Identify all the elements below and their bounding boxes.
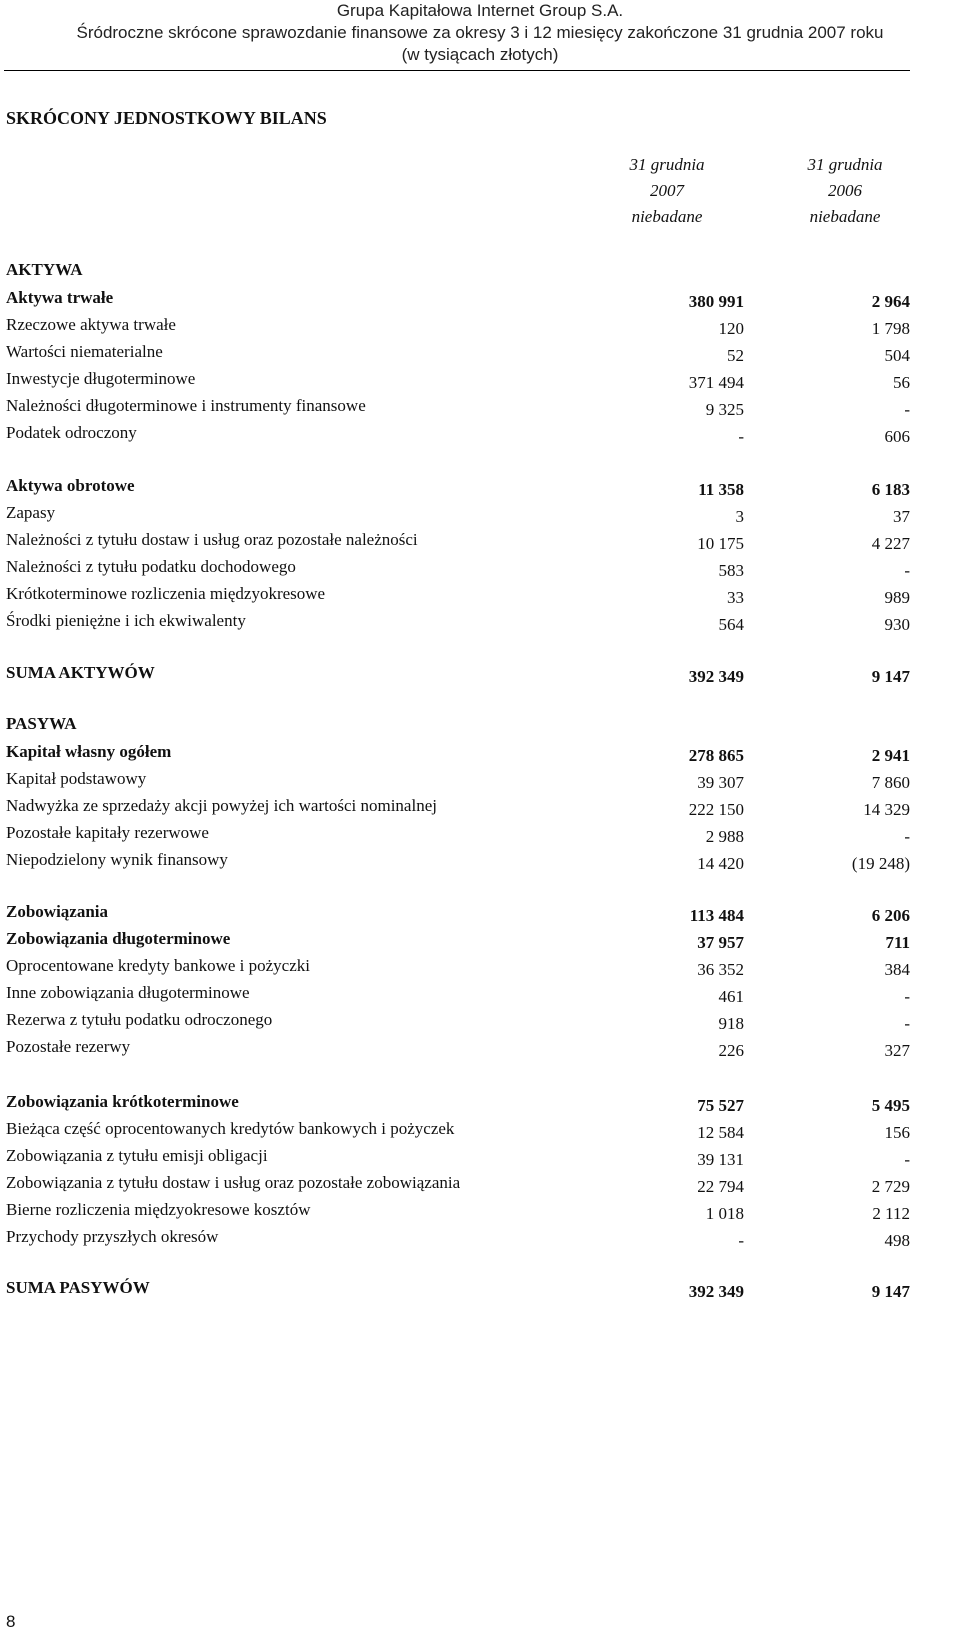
- value-2007: 3: [735, 507, 744, 526]
- row-label: Zobowiązania długoterminowe: [6, 929, 231, 948]
- row-label: Niepodzielony wynik finansowy: [6, 850, 228, 869]
- row-label: Środki pieniężne i ich ekwiwalenty: [6, 611, 246, 630]
- value-2007: 392 349: [688, 1282, 744, 1301]
- value-2007: 222 150: [688, 800, 744, 819]
- row-label: Pozostałe kapitały rezerwowe: [6, 823, 209, 842]
- value-2006: 6 206: [871, 906, 910, 925]
- row-label: Należności z tytułu podatku dochodowego: [6, 557, 296, 576]
- value-2006: 711: [885, 933, 910, 952]
- row-label: Należności długoterminowe i instrumenty finansowe: [6, 396, 366, 415]
- value-2007: 33: [727, 588, 744, 607]
- value-2007: 918: [718, 1014, 744, 1033]
- value-2007: 583: [718, 561, 744, 580]
- value-2007: 2 988: [705, 827, 744, 846]
- row-label: SUMA AKTYWÓW: [6, 663, 155, 682]
- value-2006: 5 495: [871, 1096, 910, 1115]
- value-2007: 461: [718, 987, 744, 1006]
- value-2006: 504: [884, 346, 910, 365]
- row-label: Zobowiązania z tytułu dostaw i usług oraz pozostałe zobowiązania: [6, 1173, 461, 1192]
- column-header-date: 31 grudnia: [629, 155, 705, 174]
- row-label: Przychody przyszłych okresów: [6, 1227, 219, 1246]
- value-2007: -: [738, 1231, 744, 1250]
- value-2006: 7 860: [871, 773, 910, 792]
- column-header-year: 2007: [650, 181, 684, 200]
- value-2006: 56: [893, 373, 910, 392]
- header-report: Śródroczne skrócone sprawozdanie finansowe za okresy 3 i 12 miesięcy zakończone 31 grudnia 2007 roku: [76, 23, 884, 42]
- value-2006: -: [904, 827, 910, 846]
- value-2006: -: [904, 987, 910, 1006]
- row-label: Kapitał podstawowy: [6, 769, 147, 788]
- value-2006: 2 964: [871, 292, 910, 311]
- row-label: Zobowiązania krótkoterminowe: [6, 1092, 239, 1111]
- value-2007: 226: [718, 1041, 744, 1060]
- value-2006: 989: [884, 588, 910, 607]
- row-label: Pozostałe rezerwy: [6, 1037, 131, 1056]
- column-header-status: niebadane: [631, 207, 703, 226]
- value-2006: 37: [893, 507, 910, 526]
- row-label: Oprocentowane kredyty bankowe i pożyczki: [6, 956, 310, 975]
- column-header-year: 2006: [828, 181, 862, 200]
- column-header-2006: [770, 152, 920, 230]
- value-2006: 14 329: [863, 800, 910, 819]
- value-2006: 498: [884, 1231, 910, 1250]
- value-2007: 14 420: [697, 854, 744, 873]
- value-2007: 22 794: [697, 1177, 744, 1196]
- value-2006: 2 112: [872, 1204, 910, 1223]
- value-2007: 371 494: [688, 373, 744, 392]
- value-2006: 384: [884, 960, 910, 979]
- value-2007: 10 175: [697, 534, 744, 553]
- value-2006: 2 729: [871, 1177, 910, 1196]
- value-2006: -: [904, 561, 910, 580]
- value-2007: 39 307: [697, 773, 744, 792]
- column-header-date: 31 grudnia: [807, 155, 883, 174]
- header-rule: [4, 70, 910, 71]
- value-2007: 564: [718, 615, 744, 634]
- value-2006: 9 147: [871, 1282, 910, 1301]
- row-label: Nadwyżka ze sprzedaży akcji powyżej ich wartości nominalnej: [6, 796, 437, 815]
- row-label: Kapitał własny ogółem: [6, 742, 172, 761]
- page-number: 8: [6, 1612, 16, 1631]
- value-2007: 52: [727, 346, 744, 365]
- row-label: Bieżąca część oprocentowanych kredytów bankowych i pożyczek: [6, 1119, 455, 1138]
- value-2007: 380 991: [688, 292, 744, 311]
- value-2007: 37 957: [697, 933, 744, 952]
- value-2006: 606: [884, 427, 910, 446]
- row-label: AKTYWA: [6, 260, 83, 279]
- value-2006: 327: [884, 1041, 910, 1060]
- row-label: Podatek odroczony: [6, 423, 137, 442]
- value-2007: 9 325: [705, 400, 744, 419]
- row-label: PASYWA: [6, 714, 77, 733]
- column-header-2007: [592, 152, 742, 230]
- value-2006: -: [904, 400, 910, 419]
- value-2007: 120: [718, 319, 744, 338]
- value-2006: 1 798: [871, 319, 910, 338]
- value-2007: 39 131: [697, 1150, 744, 1169]
- value-2007: 12 584: [697, 1123, 744, 1142]
- row-label: Należności z tytułu dostaw i usług oraz pozostałe należności: [6, 530, 418, 549]
- value-2007: 36 352: [697, 960, 744, 979]
- row-label: Rzeczowe aktywa trwałe: [6, 315, 176, 334]
- value-2006: 930: [884, 615, 910, 634]
- row-label: Krótkoterminowe rozliczenia międzyokresowe: [6, 584, 326, 603]
- row-label: Zapasy: [6, 503, 56, 522]
- row-label: Zobowiązania z tytułu emisji obligacji: [6, 1146, 268, 1165]
- value-2006: 9 147: [871, 667, 910, 686]
- row-label: Bierne rozliczenia międzyokresowe kosztów: [6, 1200, 311, 1219]
- value-2006: -: [904, 1014, 910, 1033]
- value-2007: 113 484: [689, 906, 744, 925]
- column-header-status: niebadane: [809, 207, 881, 226]
- value-2007: 1 018: [705, 1204, 744, 1223]
- value-2006: 6 183: [871, 480, 910, 499]
- row-label: Inwestycje długoterminowe: [6, 369, 196, 388]
- value-2006: (19 248): [851, 854, 910, 873]
- value-2006: 2 941: [871, 746, 910, 765]
- row-label: Wartości niematerialne: [6, 342, 163, 361]
- row-label: Inne zobowiązania długoterminowe: [6, 983, 250, 1002]
- value-2007: 75 527: [697, 1096, 744, 1115]
- document-title: SKRÓCONY JEDNOSTKOWY BILANS: [6, 108, 327, 128]
- row-label: Rezerwa z tytułu podatku odroczonego: [6, 1010, 273, 1029]
- value-2006: 4 227: [871, 534, 910, 553]
- value-2007: -: [738, 427, 744, 446]
- value-2006: 156: [884, 1123, 910, 1142]
- value-2006: -: [904, 1150, 910, 1169]
- row-label: Zobowiązania: [6, 902, 109, 921]
- row-label: Aktywa obrotowe: [6, 476, 135, 495]
- header-units: (w tysiącach złotych): [401, 45, 559, 64]
- row-label: Aktywa trwałe: [6, 288, 114, 307]
- row-label: SUMA PASYWÓW: [6, 1278, 150, 1297]
- value-2007: 278 865: [688, 746, 744, 765]
- header-company: Grupa Kapitałowa Internet Group S.A.: [336, 1, 624, 20]
- value-2007: 11 358: [698, 480, 744, 499]
- value-2007: 392 349: [688, 667, 744, 686]
